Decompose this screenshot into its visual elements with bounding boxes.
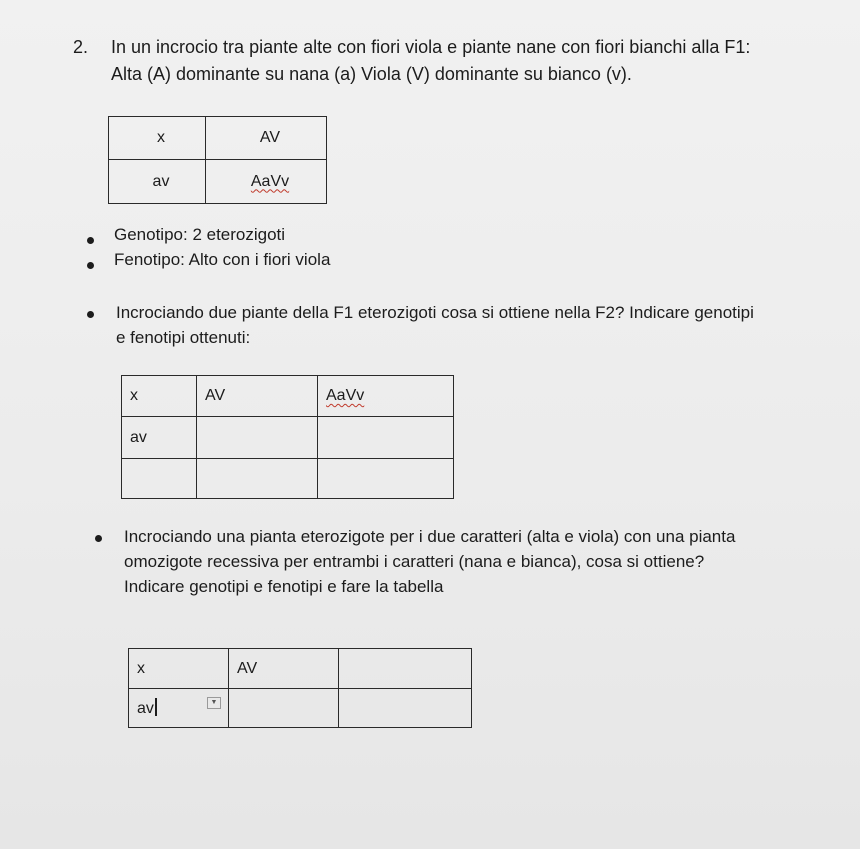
part3-line-1: Incrociando una pianta eterozigote per i due caratteri (alta e viola) con una pianta bbox=[124, 527, 736, 546]
cell: x bbox=[122, 376, 197, 417]
empty-cell[interactable] bbox=[197, 459, 318, 499]
cell: AaVv bbox=[318, 376, 454, 417]
question-line-1: In un incrocio tra piante alte con fiori viola e piante nane con fiori bianchi alla F1: bbox=[111, 37, 751, 57]
cell: AV bbox=[206, 117, 327, 160]
cell: av bbox=[122, 417, 197, 459]
part3-line-3: Indicare genotipi e fenotipi e fare la tabella bbox=[124, 577, 444, 596]
question-line-2: Alta (A) dominante su nana (a) Viola (V) dominante su bianco (v). bbox=[111, 64, 632, 84]
part2-line-1: Incrociando due piante della F1 eterozigoti cosa si ottiene nella F2? Indicare genotipi bbox=[116, 303, 754, 322]
cell: x bbox=[129, 649, 229, 689]
punnett-table-f2[interactable] bbox=[121, 375, 454, 499]
bullet-icon bbox=[95, 535, 102, 542]
bullet-icon bbox=[87, 262, 94, 269]
cell-text: av bbox=[137, 700, 154, 717]
part3-line-2: omozigote recessiva per entrambi i caratteri (nana e bianca), cosa si ottiene? bbox=[124, 552, 705, 571]
cell: AV bbox=[197, 376, 318, 417]
empty-cell[interactable] bbox=[197, 417, 318, 459]
genotype-text: Genotipo: 2 eterozigoti bbox=[114, 225, 286, 244]
cell: x bbox=[109, 117, 206, 160]
empty-cell[interactable] bbox=[318, 459, 454, 499]
part2-line-2: e fenotipi ottenuti: bbox=[116, 328, 251, 347]
empty-cell[interactable] bbox=[339, 689, 472, 728]
dropdown-arrow-icon[interactable]: ▼ bbox=[207, 697, 221, 709]
cell: AaVv bbox=[206, 160, 327, 204]
empty-cell[interactable] bbox=[339, 649, 472, 689]
punnett-table-testcross[interactable] bbox=[128, 648, 472, 728]
cell: av bbox=[109, 160, 206, 204]
empty-cell[interactable] bbox=[122, 459, 197, 499]
empty-cell[interactable] bbox=[318, 417, 454, 459]
bullet-icon bbox=[87, 311, 94, 318]
text-cursor-icon bbox=[155, 698, 157, 716]
question-number: 2. bbox=[73, 37, 89, 57]
bullet-icon bbox=[87, 237, 94, 244]
cell: AV bbox=[229, 649, 339, 689]
phenotype-text: Fenotipo: Alto con i fiori viola bbox=[114, 250, 331, 269]
empty-cell[interactable] bbox=[229, 689, 339, 728]
punnett-table-f1 bbox=[108, 116, 327, 204]
